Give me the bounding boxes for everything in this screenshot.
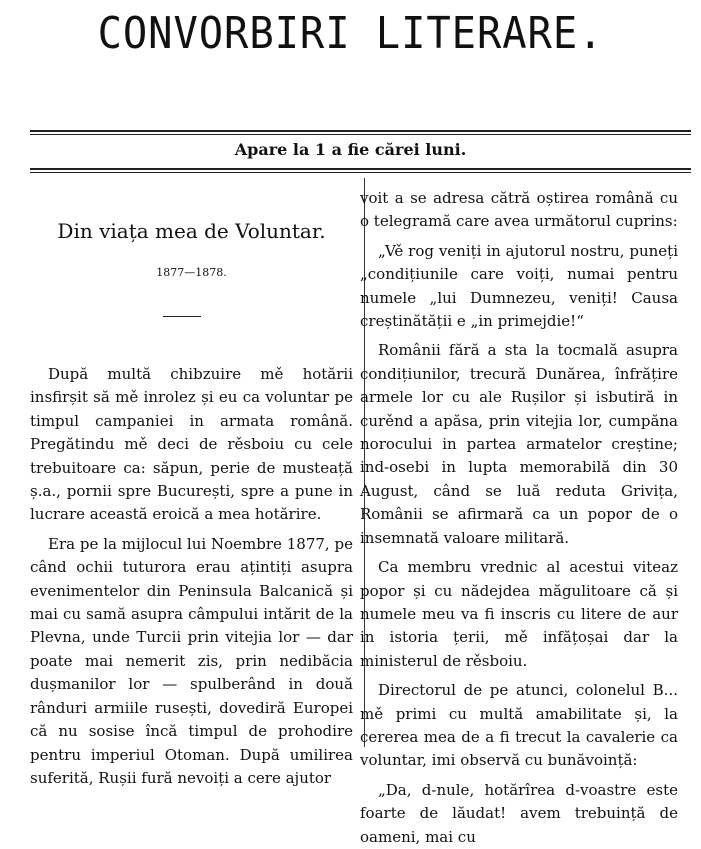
paragraph: Ca membru vrednic al acestui viteaz popor și cu nădejdea măgulitoare că și numele meu va fi inscris cu litere de aur in istoria țerii, mě infățoșai dar la ministerul de rěsboiu. xyxy=(360,558,678,670)
telegram-quote: „Vě rog veniți in ajutorul nostru, puneți „condițiunile care voiți, numai pentru numele „lui Dumnezeu, veniți! Causa creștinătății e „in primejdie!“ xyxy=(360,241,678,331)
top-rule-thin xyxy=(30,134,691,135)
right-column xyxy=(360,187,678,849)
paragraph: „Da, d-nule, hotărîrea d-voastre este foarte de lăudat! avem trebuință de oameni, mai cu xyxy=(360,780,678,846)
left-column xyxy=(30,363,353,790)
paragraph: Era pe la mijlocul lui Noembre 1877, pe când ochii tuturora erau ațintiți asupra evenimentelor din Peninsula Balcanică și mai cu samă asupra câmpului intărit de la Plevna, unde Turcii prin vitejia lor — dar poate mai nemerit zis, prin nedibăcia dușmanilor lor — spulberând in două rânduri armiile rusești, dovediră Europei că nu sosise încă timpul de prohodire pentru imperiul Otoman. După umilirea suferită, Rușii fură nevoiți a cere ajutor xyxy=(30,534,353,787)
header-bottom-rule-thick xyxy=(30,168,691,170)
publication-frequency: Apare la 1 a fie cărei luni. xyxy=(234,140,467,159)
paragraph: După multă chibzuire mě hotării insfirșit să mě inrolez și eu ca voluntar pe timpul campaniei in armata română. Pregătindu mě deci de rěsboiu cu cele trebuitoare ca: săpun, perie de musteață ș.a., pornii spre București, spre a pune in lucrare această eroică a mea hotărire. xyxy=(30,365,353,524)
masthead-title: CONVORBIRI LITERARE. xyxy=(97,8,604,59)
title-separator xyxy=(163,316,201,317)
paragraph: voit a se adresa cătră oștirea română cu o telegramă care avea următorul cuprins: xyxy=(360,189,678,231)
paragraph: Directorul de pe atunci, colonelul B... mě primi cu multă amabilitate și, la cererea mea de a fi trecut la cavalerie ca voluntar, imi observă cu bunăvoință: xyxy=(360,681,678,770)
top-rule-thick xyxy=(30,130,691,132)
article-dates: 1877—1878. xyxy=(156,266,227,279)
article-title: Din viața mea de Voluntar. xyxy=(57,219,326,243)
paragraph: Românii fără a sta la tocmală asupra condițiunilor, trecură Dunărea, înfrățire armele lor cu ale Rușilor și isbutiră in curěnd a apăsa, prin vitejia lor, cumpăna norocului in partea armatelor creștine; ind-osebi in lupta memorabilă din 30 August, când se luă reduta Grivița, Românii se afirmară ca un popor de o insemnată valoare militară. xyxy=(360,341,678,547)
header-bottom-rule-thin xyxy=(30,172,691,173)
